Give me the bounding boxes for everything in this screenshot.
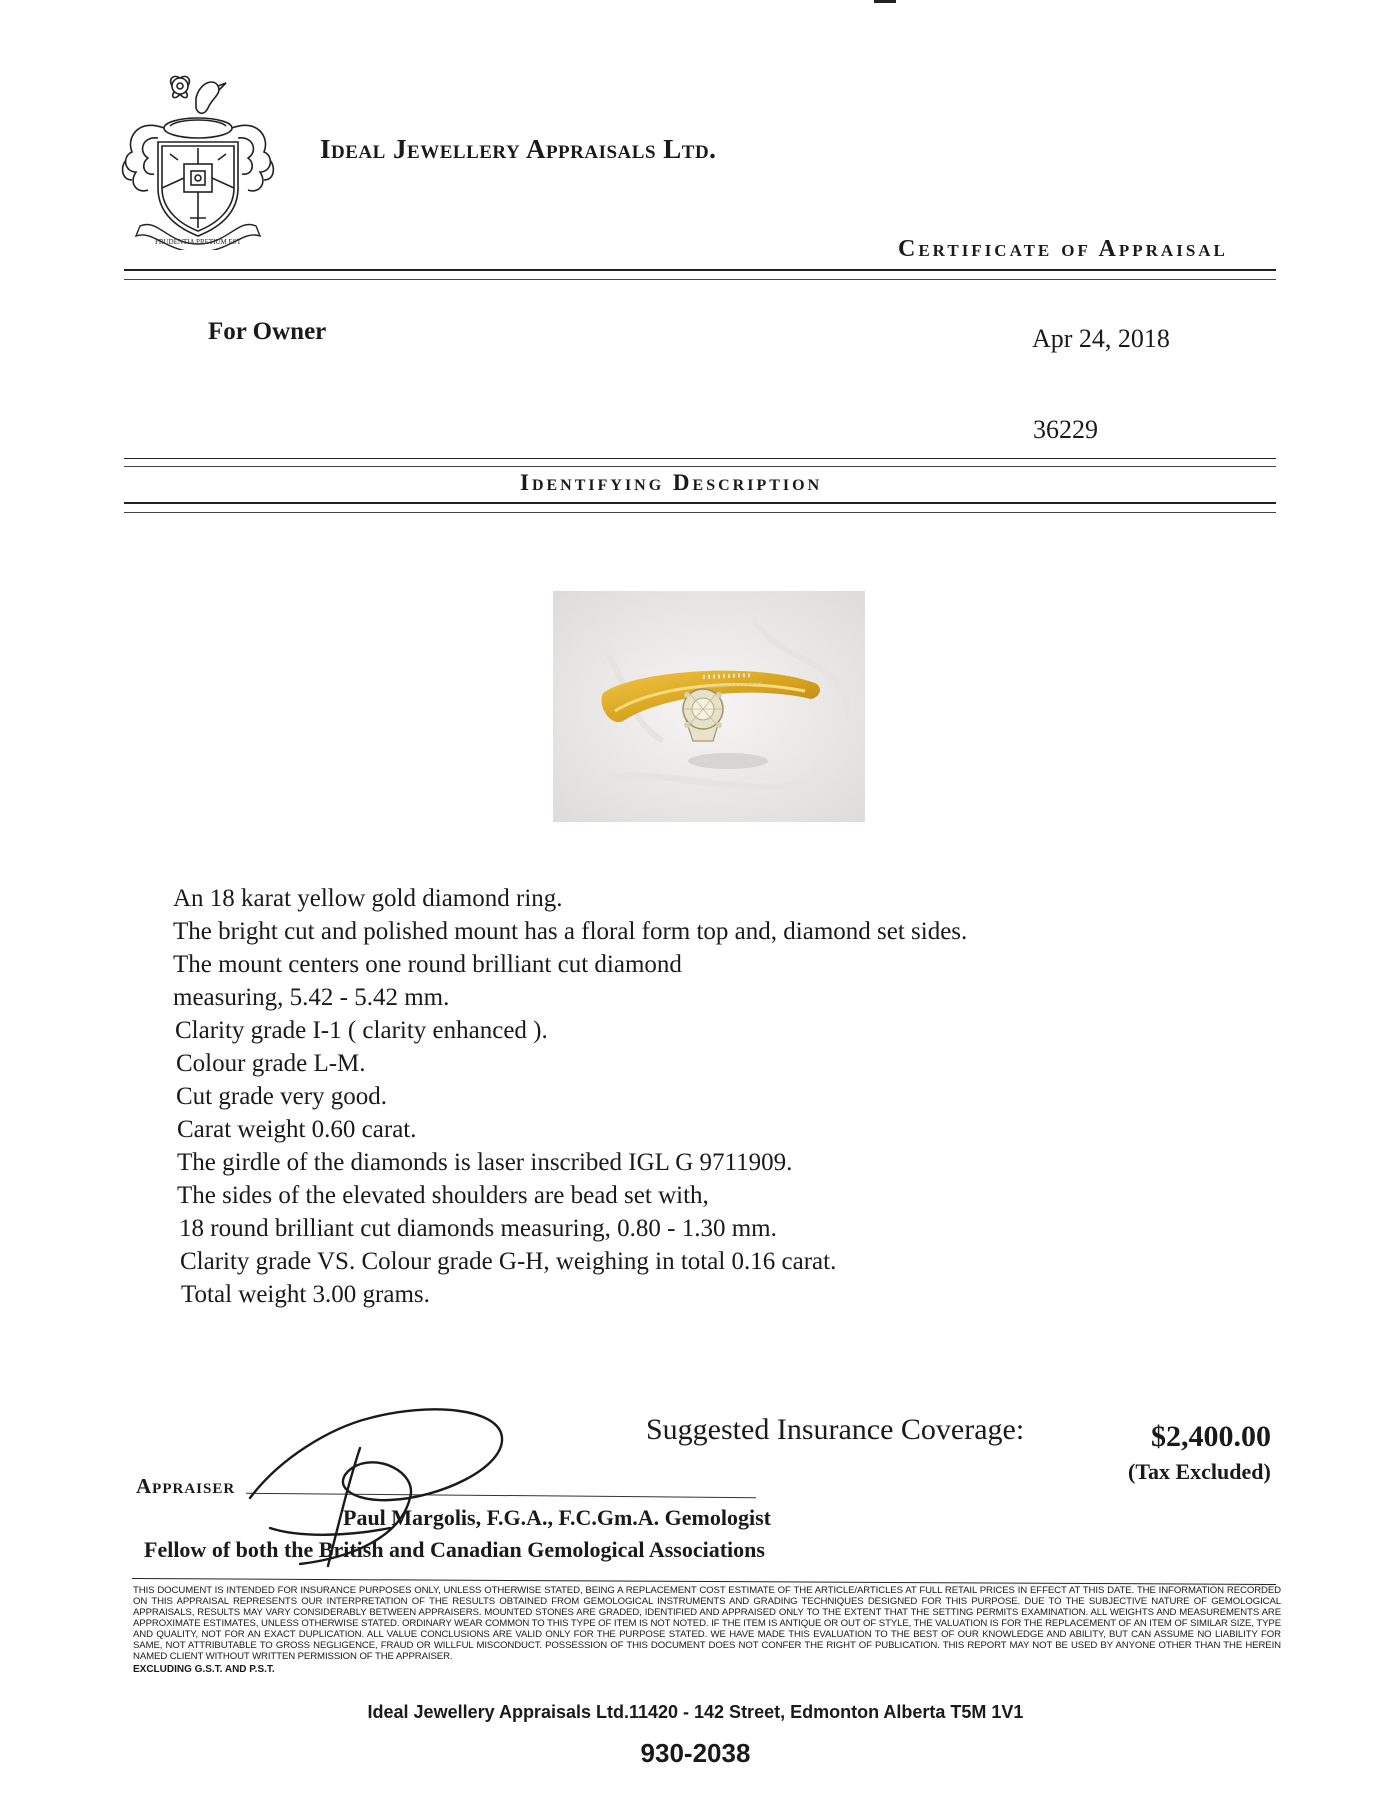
header-rule-thin bbox=[124, 279, 1276, 280]
appraiser-name: Paul Margolis, F.G.A., F.C.Gm.A. Gemologist bbox=[343, 1505, 771, 1530]
description-line: Colour grade L-M. bbox=[176, 1050, 366, 1077]
insurance-coverage-label: Suggested Insurance Coverage: bbox=[646, 1413, 1025, 1446]
section-rule-top bbox=[124, 458, 1276, 459]
description-line: The sides of the elevated shoulders are bead set with, bbox=[177, 1182, 709, 1209]
reference-number: 36229 bbox=[1033, 415, 1098, 444]
description-line: Cut grade very good. bbox=[176, 1083, 388, 1110]
description-line: The girdle of the diamonds is laser inscribed IGL G 9711909. bbox=[177, 1149, 793, 1176]
description-line: Clarity grade VS. Colour grade G-H, weighing in total 0.16 carat. bbox=[180, 1248, 837, 1275]
ring-photo bbox=[553, 591, 865, 822]
appraisal-date: Apr 24, 2018 bbox=[1032, 324, 1170, 353]
ring-icon bbox=[553, 591, 865, 822]
description-line: Carat weight 0.60 carat. bbox=[177, 1116, 417, 1143]
header-rule bbox=[124, 269, 1276, 271]
page-edge-mark bbox=[874, 0, 896, 3]
section-rule-bottom-thin bbox=[124, 512, 1276, 513]
company-name: Ideal Jewellery Appraisals Ltd. bbox=[320, 134, 717, 164]
appraiser-label: Appraiser bbox=[136, 1474, 236, 1498]
description-block bbox=[173, 882, 1173, 1311]
certificate-title: Certificate of Appraisal bbox=[898, 236, 1228, 262]
section-rule-top-thin bbox=[124, 466, 1276, 467]
description-line: The mount centers one round brilliant cut diamond bbox=[173, 951, 682, 978]
recipient-label: For Owner bbox=[208, 318, 327, 345]
description-line: An 18 karat yellow gold diamond ring. bbox=[173, 885, 563, 912]
disclaimer-text: THIS DOCUMENT IS INTENDED FOR INSURANCE PURPOSES ONLY, UNLESS OTHERWISE STATED, BEING A REPLACEMENT COST ESTIMATE OF THE ARTICLE/ARTICLES AT FULL RETAIL PRICES IN EFFECT AT THIS DATE. THE INFORMATION RECORDED ON THIS APPRAISAL REPRESENTS OUR INTERPRETATION OF THE RESULTS OBTAINED FROM GEMOLOGICAL INSTRUMENTS AND GRADING TECHNIQUES DESIGNED FOR THIS PURPOSE. DUE TO THE SUBJECTIVE NATURE OF GEMOLOGICAL APPRAISALS, RESULTS MAY VARY CONSIDERABLY BETWEEN APPRAISERS. MOUNTED STONES ARE GRADED, IDENTIFIED AND APPRAISED ONLY TO THE EXTENT THAT THE SETTING PERMITS EXAMINATION. ALL WEIGHTS AND MEASUREMENTS ARE APPROXIMATE ESTIMATES, UNLESS OTHERWISE STATED. ORDINARY WEAR COMMON TO THIS TYPE OF ITEM IS NOT NOTED. IF THE ITEM IS ANTIQUE OR OUT OF STYLE, THE VALUATION IS FOR THE REPLACEMENT OF AN ITEM OF SIMILAR SIZE, TYPE AND QUALITY, NOT FOR AN EXACT DUPLICATION. ALL VALUE CONCLUSIONS ARE VALID ONLY FOR THE PURPOSE STATED. WE HAVE MADE THIS EVALUATION TO THE BEST OF OUR KNOWLEDGE AND ABILITY, BUT CAN ASSUME NO LIABILITY FOR SAME, NOT ATTRIBUTABLE TO GROSS NEGLIGENCE, FRAUD OR WILLFUL MISCONDUCT. POSSESSION OF THIS DOCUMENT DOES NOT CONFER THE RIGHT OF PUBLICATION. THIS REPORT MAY NOT BE USED BY ANYONE OTHER THAN THE HEREIN NAMED CLIENT WITHOUT WRITTEN PERMISSION OF THE APPRAISER. bbox=[133, 1585, 1281, 1662]
tax-excluded-note: (Tax Excluded) bbox=[1128, 1459, 1271, 1484]
section-title: Identifying Description bbox=[520, 470, 823, 495]
description-line: Total weight 3.00 grams. bbox=[181, 1281, 430, 1308]
insurance-coverage-value: $2,400.00 bbox=[1151, 1420, 1271, 1453]
appraiser-fellowship: Fellow of both the British and Canadian Gemological Associations bbox=[144, 1537, 765, 1562]
appraiser-signature bbox=[240, 1388, 510, 1588]
coat-of-arms-logo bbox=[118, 68, 278, 250]
description-line: measuring, 5.42 - 5.42 mm. bbox=[173, 984, 450, 1011]
svg-text:PRUDENTIA PRETIUM EST: PRUDENTIA PRETIUM EST bbox=[155, 238, 241, 246]
footer-address: Ideal Jewellery Appraisals Ltd.11420 - 142 Street, Edmonton Alberta T5M 1V1 bbox=[367, 1702, 1024, 1722]
description-line: The bright cut and polished mount has a floral form top and, diamond set sides. bbox=[173, 918, 968, 945]
description-line: Clarity grade I-1 ( clarity enhanced ). bbox=[175, 1017, 548, 1044]
description-line: 18 round brilliant cut diamonds measuring, 0.80 - 1.30 mm. bbox=[179, 1215, 777, 1242]
section-rule-bottom bbox=[124, 502, 1276, 504]
footer-phone: 930-2038 bbox=[640, 1738, 751, 1768]
tax-exclusion-note: EXCLUDING G.S.T. AND P.S.T. bbox=[133, 1664, 275, 1675]
